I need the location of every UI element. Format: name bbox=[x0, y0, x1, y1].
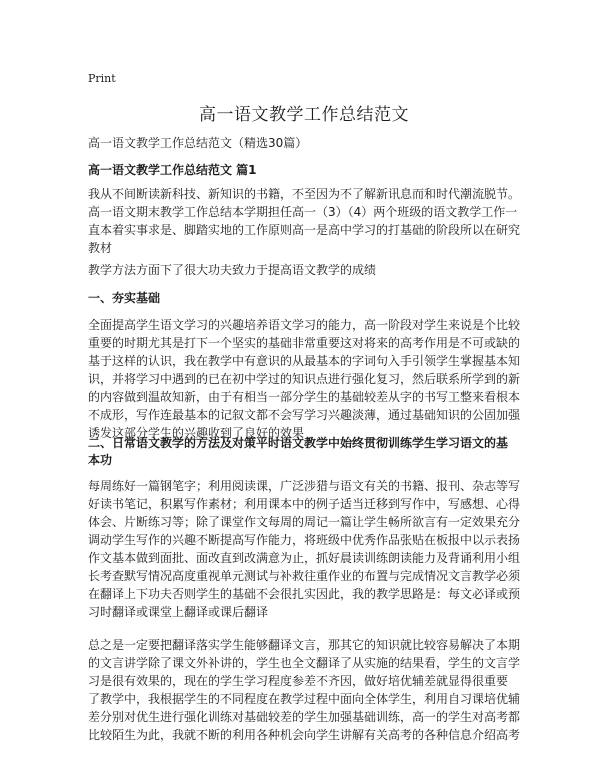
text-line: 教材 bbox=[88, 241, 113, 255]
text-line: 作文基本做到面批、面改直到改满意为止，抓好晨读训练朗读能力及背诵利用小组 bbox=[88, 551, 521, 565]
text-line: 的内容做到温故知新，由于有相当一部分学生的基础较差从字的书写工整来看根本 bbox=[88, 390, 521, 404]
print-link[interactable]: Print bbox=[88, 72, 116, 85]
subheading-daily-teaching bbox=[88, 435, 520, 469]
subheading-foundation: 一、夯实基础 bbox=[88, 291, 161, 305]
text-line: 好读书笔记，积累写作素材；利用课本中的例子适当迁移到写作中，写感想、心得 bbox=[88, 497, 521, 511]
heading-line: 二、日常语文教学的方法及对策平时语文教学中始终贯彻训练学生学习语文的基 bbox=[88, 436, 509, 450]
text-line: 体会、片断练习等；除了课堂作文每周的周记一篇让学生畅所欲言有一定效果充分 bbox=[88, 515, 521, 529]
text-line: 高一语文期末教学工作总结本学期担任高一（3）（4）两个班级的语文教学工作一 bbox=[88, 205, 518, 219]
text-line: 习是很有效果的，现在的学生学习程度参差不齐因，做好培优辅差就显得很重要 bbox=[88, 674, 509, 688]
text-line: 调动学生写作的兴趣不断提高写作能力，将班级中优秀作品张贴在板报中以示表扬 bbox=[88, 533, 521, 547]
text-line: 我从不间断读新科技、新知识的书籍，不至因为不了解新讯息而和时代潮流脱节。 bbox=[88, 187, 521, 201]
text-line: 全面提高学生语文学习的兴趣培养语文学习的能力，高一阶段对学生来说是个比较 bbox=[88, 318, 521, 332]
paragraph-daily-teaching bbox=[88, 477, 520, 621]
text-line: 基于这样的认识，我在教学中有意识的从最基本的字词句入手引领学生掌握基本知 bbox=[88, 354, 521, 368]
document-subtitle: 高一语文教学工作总结范文（精选30篇） bbox=[88, 136, 308, 150]
text-line: 每周练好一篇钢笔字；利用阅读课，广泛涉猎与语文有关的书籍、报刊、杂志等写 bbox=[88, 479, 521, 493]
text-line: 重要的时期尤其是打下一个坚实的基础非常重要这对将来的高考作用是不可或缺的 bbox=[88, 336, 521, 350]
paragraph-summary bbox=[88, 636, 520, 744]
text-line: 诱发这部分学生的兴趣收到了良好的效果 bbox=[88, 426, 305, 440]
text-line: 比较陌生为此，我就不断的利用各种机会向学生讲解有关高考的各种信息介绍高考 bbox=[88, 728, 521, 742]
text-line: 直本着实事求是、脚踏实地的工作原则高一是高中学习的打基础的阶段所以在研究 bbox=[88, 223, 521, 237]
text-line: 总之是一定要把翻译落实学生能够翻译文言，那其它的知识就比较容易解决了本期 bbox=[88, 638, 521, 652]
page-title: 高一语文教学工作总结范文 bbox=[199, 105, 409, 125]
text-line: 的文言讲学除了课文外补讲的，学生也全文翻译了从实施的结果看，学生的文言学 bbox=[88, 656, 521, 670]
text-line: 差分别对优生进行强化训练对基础较差的学生加强基础训练，高一的学生对高考都 bbox=[88, 710, 521, 724]
paragraph-intro bbox=[88, 185, 520, 257]
heading-line: 本功 bbox=[88, 453, 113, 467]
text-line: 了教学中，我根据学生的不同程度在教学过程中面向全体学生，利用自习课培优辅 bbox=[88, 692, 521, 706]
text-line: 识，并将学习中遇到的已在初中学过的知识点进行强化复习，然后联系所学到的新 bbox=[88, 372, 521, 386]
text-line: 长考查默写情况高度重视单元测试与补救往重作业的布置与完成情况文言教学必须 bbox=[88, 569, 521, 583]
paragraph-foundation bbox=[88, 316, 520, 442]
text-line: 习时翻译或课堂上翻译或课后翻译 bbox=[88, 605, 269, 619]
paragraph-method: 教学方法方面下了很大功夫致力于提高语文教学的成绩 bbox=[88, 263, 377, 277]
text-line: 不成形，写作连最基本的记叙文都不会写学习兴趣淡薄，通过基础知识的公固加强 bbox=[88, 408, 521, 422]
text-line: 在翻译上下功夫否则学生的基础不会很扎实因此，我的教学思路是：每文必译或预 bbox=[88, 587, 521, 601]
section-heading: 高一语文教学工作总结范文 篇1 bbox=[88, 163, 257, 177]
